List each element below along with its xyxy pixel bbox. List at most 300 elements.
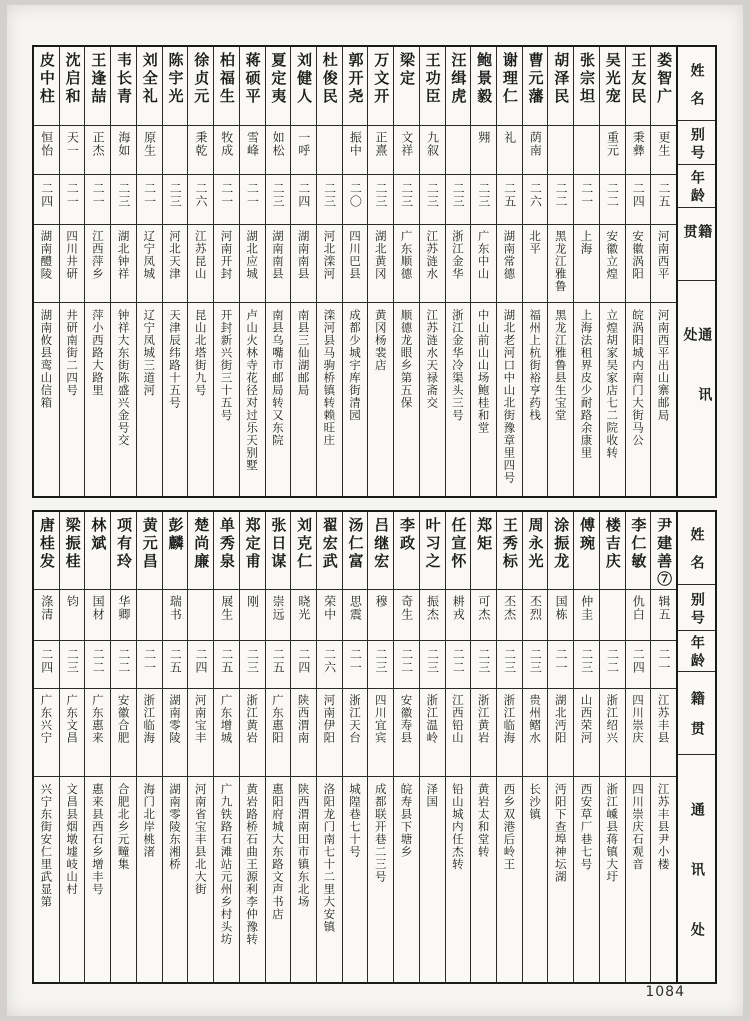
person-name: 吴光宠 (603, 52, 622, 106)
person-name: 黄元昌 (140, 517, 159, 571)
person-alias: 丕杰 (497, 589, 522, 640)
person-name: 曹元藩 (526, 52, 545, 106)
person-age: 二一 (240, 174, 265, 224)
person-name: 林斌 (89, 517, 108, 553)
person-column (393, 512, 419, 982)
person-age: 二一 (137, 640, 162, 688)
person-origin: 浙江金华 (446, 224, 471, 302)
person-alias (163, 125, 188, 174)
person-contact: 上海法租界皮少耐路余康里 (574, 302, 599, 496)
person-column (187, 47, 213, 496)
person-contact: 黄岩路桥石曲王源利李仲豫转 (240, 776, 265, 982)
person-column (496, 47, 522, 496)
person-name: 刘全礼 (140, 52, 159, 106)
person-name: 吕继宏 (372, 517, 391, 571)
person-origin: 江苏昆山 (188, 224, 213, 302)
person-origin: 湖南南县 (266, 224, 291, 302)
person-age: 二三 (240, 640, 265, 688)
person-contact: 辽宁凤城三道河 (137, 302, 162, 496)
person-age: 二三 (368, 640, 393, 688)
person-name: 梁定 (397, 52, 416, 88)
person-alias: 恒怡 (34, 125, 59, 174)
person-age: 二三 (574, 640, 599, 688)
person-alias: 穆 (368, 589, 393, 640)
person-alias: 一呼 (291, 125, 316, 174)
directory-table-top (32, 45, 717, 498)
person-origin: 河北滦河 (317, 224, 342, 302)
person-name: 柏福生 (217, 52, 236, 106)
person-name: 梁振桂 (63, 517, 82, 571)
person-origin: 四川崇庆 (626, 688, 651, 776)
person-origin: 河南西平 (651, 224, 676, 302)
person-alias: 仇白 (626, 589, 651, 640)
person-origin: 北平 (523, 224, 548, 302)
person-name: 谢理仁 (500, 52, 519, 106)
person-name: 彭麟 (166, 517, 185, 553)
person-column (110, 512, 136, 982)
person-origin: 黑龙江雅鲁 (548, 224, 573, 302)
person-age: 二五 (266, 640, 291, 688)
person-origin: 陕西渭南 (291, 688, 316, 776)
person-origin: 浙江黄岩 (240, 688, 265, 776)
person-age: 二四 (626, 174, 651, 224)
person-column (34, 47, 59, 496)
person-name: 张日谋 (269, 517, 288, 571)
person-column (110, 47, 136, 496)
person-name: 刘克仁 (295, 517, 314, 571)
person-age: 二一 (85, 174, 110, 224)
person-name: 蒋硕平 (243, 52, 262, 106)
person-alias: 正杰 (85, 125, 110, 174)
person-name: 李政 (397, 517, 416, 553)
person-name: 万文开 (372, 52, 391, 106)
person-age: 二五 (214, 640, 239, 688)
directory-table-bottom (32, 510, 717, 984)
person-alias: 崇远 (266, 589, 291, 640)
person-contact: 昆山北塔街九号 (188, 302, 213, 496)
person-column (496, 512, 522, 982)
person-column (650, 47, 676, 496)
person-age: 二二 (548, 174, 573, 224)
person-age: 二三 (523, 640, 548, 688)
person-alias: 奇生 (394, 589, 419, 640)
person-origin: 江苏涟水 (420, 224, 445, 302)
person-origin: 四川巴县 (343, 224, 368, 302)
person-alias: 瑞书 (163, 589, 188, 640)
header-alias: 别号 (678, 120, 715, 164)
header-origin: 籍贯 (678, 207, 715, 280)
person-origin: 湖北钟祥 (111, 224, 136, 302)
person-name: 鲍景毅 (475, 52, 494, 106)
person-column (316, 512, 342, 982)
scanned-page (7, 5, 743, 1016)
person-column (547, 47, 573, 496)
person-column (265, 47, 291, 496)
person-contact: 顺德龙眼乡第五保 (394, 302, 419, 496)
person-name: 任宣怀 (449, 517, 468, 571)
person-contact: 天津辰纬路十五号 (163, 302, 188, 496)
person-name: 刘健人 (295, 52, 314, 106)
person-column (265, 512, 291, 982)
person-origin: 广东文昌 (60, 688, 85, 776)
header-origin: 籍贯 (678, 671, 715, 754)
person-origin: 山西荣河 (574, 688, 599, 776)
person-column (342, 47, 368, 496)
person-contact: 萍小西路大路里 (85, 302, 110, 496)
person-contact: 惠来县西石乡增丰号 (85, 776, 110, 982)
person-age: 二三 (111, 174, 136, 224)
person-age: 二四 (188, 640, 213, 688)
page-number: 1084 (645, 984, 685, 1000)
person-contact: 城隍巷七十号 (343, 776, 368, 982)
person-name: 郭开尧 (346, 52, 365, 106)
person-contact: 铅山城内任杰转 (446, 776, 471, 982)
person-origin: 河南宝丰 (188, 688, 213, 776)
person-column (367, 47, 393, 496)
person-contact: 合肥北乡元疃集 (111, 776, 136, 982)
person-alias: 晓光 (291, 589, 316, 640)
person-alias: 辑五 (651, 589, 676, 640)
person-origin: 广东兴宁 (34, 688, 59, 776)
person-alias: 涤清 (34, 589, 59, 640)
person-column (59, 512, 85, 982)
person-contact: 南县三仙湖邮局 (291, 302, 316, 496)
person-alias: 荫南 (523, 125, 548, 174)
person-alias: 耕戎 (446, 589, 471, 640)
person-contact: 黄岩太和堂转 (471, 776, 496, 982)
person-column (187, 512, 213, 982)
person-origin: 广东中山 (471, 224, 496, 302)
person-column (367, 512, 393, 982)
person-origin: 四川井研 (60, 224, 85, 302)
person-origin: 辽宁凤城 (137, 224, 162, 302)
person-alias: 秉彝 (626, 125, 651, 174)
person-contact: 泽国 (420, 776, 445, 982)
person-origin: 湖南零陵 (163, 688, 188, 776)
person-alias (188, 589, 213, 640)
person-origin: 安徽寿县 (394, 688, 419, 776)
person-column (136, 512, 162, 982)
person-alias: 正熹 (368, 125, 393, 174)
person-contact: 浙江金华冷渠头三号 (446, 302, 471, 496)
person-origin: 浙江临海 (137, 688, 162, 776)
person-contact: 湖南零陵东湘桥 (163, 776, 188, 982)
person-contact: 皖寿县下塘乡 (394, 776, 419, 982)
person-alias: 钧 (60, 589, 85, 640)
person-contact: 黑龙江雅鲁县生宝堂 (548, 302, 573, 496)
person-alias: 仲圭 (574, 589, 599, 640)
person-name: 胡泽民 (552, 52, 571, 106)
person-contact: 惠阳府城大东路文声书店 (266, 776, 291, 982)
person-age: 二三 (446, 174, 471, 224)
person-column (573, 512, 599, 982)
person-name: 张宗坦 (577, 52, 596, 106)
person-name: 傅琬 (577, 517, 596, 553)
person-age: 二三 (163, 174, 188, 224)
person-alias: 华卿 (111, 589, 136, 640)
person-age: 二三 (60, 640, 85, 688)
person-column (84, 47, 110, 496)
person-origin: 湖南醴陵 (34, 224, 59, 302)
person-contact: 江苏涟水天禄斋交 (420, 302, 445, 496)
person-name: 汤仁富 (346, 517, 365, 571)
person-contact: 西乡双港后岭王 (497, 776, 522, 982)
person-origin: 河南开封 (214, 224, 239, 302)
person-age: 二二 (600, 640, 625, 688)
person-origin: 湖北黄冈 (368, 224, 393, 302)
person-origin: 湖北应城 (240, 224, 265, 302)
person-column (393, 47, 419, 496)
person-origin: 江西萍乡 (85, 224, 110, 302)
person-origin: 上海 (574, 224, 599, 302)
person-age: 二三 (394, 174, 419, 224)
person-alias: 礼 (497, 125, 522, 174)
person-age: 二四 (34, 640, 59, 688)
person-origin: 浙江临海 (497, 688, 522, 776)
person-alias: 牧成 (214, 125, 239, 174)
person-column (342, 512, 368, 982)
person-alias: 九叙 (420, 125, 445, 174)
person-age: 二三 (420, 640, 445, 688)
person-contact: 湖北老河口中山北街豫章里四号 (497, 302, 522, 496)
person-contact: 沔阳下查埠神坛湖 (548, 776, 573, 982)
person-origin: 广东增城 (214, 688, 239, 776)
person-age: 二三 (368, 174, 393, 224)
person-alias: 丕烈 (523, 589, 548, 640)
person-age: 二二 (111, 640, 136, 688)
person-contact: 四川崇庆石观音 (626, 776, 651, 982)
person-alias: 刚 (240, 589, 265, 640)
person-name: 楚尚廉 (192, 517, 211, 571)
person-column (290, 512, 316, 982)
person-age: 二五 (163, 640, 188, 688)
person-column (625, 512, 651, 982)
person-origin: 湖北沔阳 (548, 688, 573, 776)
person-alias: 天一 (60, 125, 85, 174)
person-origin: 广东惠阳 (266, 688, 291, 776)
person-name: 王友民 (629, 52, 648, 106)
person-column (162, 512, 188, 982)
person-alias: 翙 (471, 125, 496, 174)
person-column (239, 47, 265, 496)
person-age: 二〇 (343, 174, 368, 224)
person-origin: 江西铅山 (446, 688, 471, 776)
person-age: 二六 (523, 174, 548, 224)
table-header-column (676, 47, 715, 496)
header-name: 姓名 (688, 527, 705, 583)
person-alias: 秉乾 (188, 125, 213, 174)
person-age: 二三 (266, 174, 291, 224)
person-alias (317, 125, 342, 174)
person-origin: 浙江黄岩 (471, 688, 496, 776)
person-contact: 中山前山山场鲍桂和堂 (471, 302, 496, 496)
person-column (239, 512, 265, 982)
person-alias (574, 125, 599, 174)
person-name: 涂振龙 (552, 517, 571, 571)
person-column (522, 47, 548, 496)
person-age: 二六 (317, 640, 342, 688)
person-name: 王秀标 (500, 517, 519, 571)
person-column (419, 47, 445, 496)
person-column (419, 512, 445, 982)
person-name: 周永光 (526, 517, 545, 571)
person-contact: 河南省宝丰县北大街 (188, 776, 213, 982)
person-age: 二五 (651, 174, 676, 224)
person-name: 李仁敏 (629, 517, 648, 571)
person-name: 翟宏武 (320, 517, 339, 571)
person-name: 楼吉庆 (603, 517, 622, 571)
person-age: 二四 (34, 174, 59, 224)
person-column (34, 512, 59, 982)
person-column (625, 47, 651, 496)
person-name: 杜俊民 (320, 52, 339, 106)
person-age: 二二 (394, 640, 419, 688)
person-alias: 可杰 (471, 589, 496, 640)
person-age: 二六 (188, 174, 213, 224)
person-column (470, 47, 496, 496)
person-column (84, 512, 110, 982)
person-column (290, 47, 316, 496)
person-contact: 井研南街二四号 (60, 302, 85, 496)
person-contact: 河南西平出山寨邮局 (651, 302, 676, 496)
person-column (316, 47, 342, 496)
person-alias: 国材 (85, 589, 110, 640)
person-contact: 湖南攸县鸾山信箱 (34, 302, 59, 496)
person-contact: 滦河县马驹桥镇转赖旺庄 (317, 302, 342, 496)
person-origin: 安徽合肥 (111, 688, 136, 776)
person-name: 汪缉虎 (449, 52, 468, 106)
person-contact: 长沙镇 (523, 776, 548, 982)
person-origin: 江苏丰县 (651, 688, 676, 776)
person-name: 项有玲 (115, 517, 134, 571)
person-contact: 皖涡阳城内南门大街马公 (626, 302, 651, 496)
person-origin: 湖南南县 (291, 224, 316, 302)
person-origin: 湖南常德 (497, 224, 522, 302)
person-age: 二三 (471, 174, 496, 224)
person-column (136, 47, 162, 496)
person-name: 王功臣 (423, 52, 442, 106)
person-contact: 江苏丰县尹小楼 (651, 776, 676, 982)
person-alias (548, 125, 573, 174)
person-name: 娄智广 (655, 52, 674, 106)
person-origin: 浙江绍兴 (600, 688, 625, 776)
person-age: 二四 (291, 174, 316, 224)
person-age: 二三 (317, 174, 342, 224)
person-origin: 河南伊阳 (317, 688, 342, 776)
header-age: 年龄 (678, 164, 715, 207)
person-age: 二一 (60, 174, 85, 224)
person-name: 夏定夷 (269, 52, 288, 106)
person-contact: 立煌胡家吴家店七二院收转 (600, 302, 625, 496)
header-alias: 别号 (678, 584, 715, 630)
header-age: 年龄 (678, 630, 715, 671)
person-alias: 原生 (137, 125, 162, 174)
person-origin: 广东惠来 (85, 688, 110, 776)
person-age: 二一 (343, 640, 368, 688)
person-contact: 卢山火林寺花径对过乐天别墅 (240, 302, 265, 496)
person-column (162, 47, 188, 496)
person-contact: 文昌县烟墩墟岐山村 (60, 776, 85, 982)
person-name: 韦长青 (115, 52, 134, 106)
person-contact: 钟祥大东街陈盛兴金号交 (111, 302, 136, 496)
person-age: 二四 (626, 640, 651, 688)
person-age: 二三 (471, 640, 496, 688)
person-origin: 河北天津 (163, 224, 188, 302)
person-alias (137, 589, 162, 640)
person-alias: 振杰 (420, 589, 445, 640)
person-age: 二四 (291, 640, 316, 688)
person-alias: 重元 (600, 125, 625, 174)
person-origin: 安徽立煌 (600, 224, 625, 302)
person-column (445, 47, 471, 496)
person-age: 二三 (420, 174, 445, 224)
person-contact: 兴宁东街安仁里武显第 (34, 776, 59, 982)
person-contact: 西安草厂巷七号 (574, 776, 599, 982)
person-age: 二一 (137, 174, 162, 224)
person-name: 郑矩 (475, 517, 494, 553)
person-name: 尹建善⑦ (655, 517, 674, 589)
person-column (547, 512, 573, 982)
person-origin: 浙江天台 (343, 688, 368, 776)
person-name: 叶习之 (423, 517, 442, 571)
person-age: 二三 (497, 640, 522, 688)
person-column (213, 47, 239, 496)
person-contact: 成都少城宇库街清园 (343, 302, 368, 496)
person-name: 沈启和 (63, 52, 82, 106)
person-alias: 国栋 (548, 589, 573, 640)
person-age: 二二 (85, 640, 110, 688)
person-name: 单秀泉 (217, 517, 236, 571)
person-contact: 洛阳龙门南七十二里大安镇 (317, 776, 342, 982)
person-age: 二五 (497, 174, 522, 224)
person-alias: 思震 (343, 589, 368, 640)
table-header-column (676, 512, 715, 982)
person-age: 二二 (600, 174, 625, 224)
person-column (445, 512, 471, 982)
person-name: 皮中柱 (37, 52, 56, 106)
person-alias: 文祥 (394, 125, 419, 174)
person-column (213, 512, 239, 982)
person-alias: 展生 (214, 589, 239, 640)
person-origin: 广东顺德 (394, 224, 419, 302)
person-contact: 陕西渭南田市镇东北场 (291, 776, 316, 982)
person-origin: 四川宜宾 (368, 688, 393, 776)
person-column (522, 512, 548, 982)
person-name: 唐桂发 (37, 517, 56, 571)
person-alias: 振中 (343, 125, 368, 174)
person-origin: 浙江温岭 (420, 688, 445, 776)
header-contact: 通讯处 (678, 280, 715, 496)
person-origin: 安徽涡阳 (626, 224, 651, 302)
person-contact: 广九铁路石滩站元州乡村头坊 (214, 776, 239, 982)
person-alias (600, 589, 625, 640)
person-column (650, 512, 676, 982)
person-alias: 荣中 (317, 589, 342, 640)
person-alias: 海如 (111, 125, 136, 174)
person-name: 徐贞元 (192, 52, 211, 106)
person-contact: 开封新兴街三十五号 (214, 302, 239, 496)
person-age: 二一 (651, 640, 676, 688)
person-column (599, 47, 625, 496)
header-contact: 通讯处 (678, 754, 715, 982)
person-column (59, 47, 85, 496)
person-age: 二一 (548, 640, 573, 688)
person-name: 陈宇光 (166, 52, 185, 106)
person-contact: 黄冈杨裴店 (368, 302, 393, 496)
person-contact: 南县乌嘴市邮局转又东院 (266, 302, 291, 496)
person-alias: 雪峰 (240, 125, 265, 174)
person-alias: 更生 (651, 125, 676, 174)
